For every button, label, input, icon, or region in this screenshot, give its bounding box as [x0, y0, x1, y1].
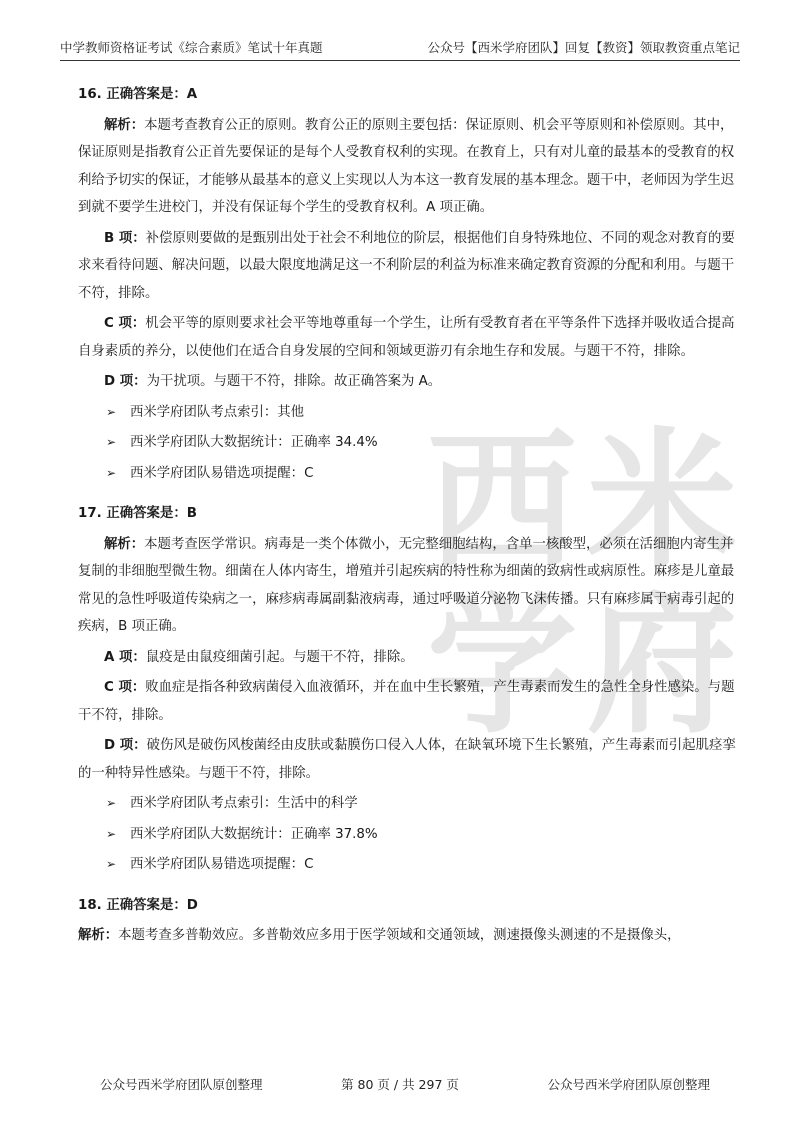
q17-analysis: 解析：本题考查医学常识。病毒是一类个体微小，无完整细胞结构，含单一核酸型，必须在活细胞内寄生并复制的非细胞型微生物。细菌在人体内寄生，增殖并引起疾病的特性称为细菌的致病性或病原性。麻疹是儿童最常见的急性呼吸道传染病之一，麻疹病毒属副黏液病毒，通过呼吸道分泌物飞沫传播。只有麻疹属于病毒引起的疾病，B 项正确。 — [78, 536, 735, 634]
page-header — [60, 38, 740, 56]
document-body — [78, 78, 740, 950]
arrow-bullet-icon: ➢ — [106, 465, 117, 480]
arrow-bullet-icon: ➢ — [106, 435, 117, 449]
q16-bullet-warning: ➢ 西米学府团队易错选项提醒：C — [106, 460, 740, 488]
arrow-bullet-icon: ➢ — [106, 404, 117, 419]
q16-option-c: C 项：机会平等的原则要求社会平等地尊重每一个学生，让所有受教育者在平等条件下选择并吸收适合提高自身素质的养分，以使他们在适合自身发展的空间和领域更游刃有余地生存和发展。与题干不符，排除。 — [78, 316, 735, 359]
header-right-text: 公众号【西米学府团队】回复【教资】领取教资重点笔记 — [427, 40, 740, 55]
q17-bullet-stats: ➢ 西米学府团队大数据统计：正确率 37.8% — [106, 821, 740, 849]
arrow-bullet-icon: ➢ — [106, 857, 117, 871]
q16-bullet-stats: ➢ 西米学府团队大数据统计：正确率 34.4% — [106, 429, 740, 457]
q17-option-c: C 项：败血症是指各种致病菌侵入血液循环，并在血中生长繁殖，产生毒素而发生的急性全身性感染。与题干不符，排除。 — [78, 680, 735, 723]
header-divider — [60, 60, 740, 61]
q16-option-b: B 项：补偿原则要做的是甄别出处于社会不利地位的阶层，根据他们自身特殊地位、不同的观念对教育的要求来看待问题、解决问题，以最大限度地满足这一不利阶层的利益为标准来确定教育资源的分配和利用。与题干不符，排除。 — [78, 230, 735, 301]
header-left-text: 中学教师资格证考试《综合素质》笔试十年真题 — [60, 40, 323, 55]
q16-title: 16. 正确答案是：A — [78, 87, 198, 102]
q18-analysis: 解析：本题考查多普勒效应。多普勒效应多用于医学领域和交通领域，测速摄像头测速的不是摄像头， — [78, 928, 681, 943]
q17-title: 17. 正确答案是：B — [78, 506, 197, 521]
q16-bullet-index: ➢ 西米学府团队考点索引：其他 — [106, 399, 740, 427]
q17-bullet-warning: ➢ 西米学府团队易错选项提醒：C — [106, 851, 740, 879]
page-number: 第 80 页 / 共 297 页 — [341, 1077, 459, 1092]
watermark-logo: 西米学府 — [426, 415, 743, 754]
q17-option-d: D 项：破伤风是破伤风梭菌经由皮肤或黏膜伤口侵入人体，在缺氧环境下生长繁殖，产生毒素而引起肌痉挛的一种特异性感染。与题干不符，排除。 — [78, 738, 736, 781]
footer-left-text: 公众号西米学府团队原创整理 — [100, 1077, 263, 1092]
q16-analysis: 解析：本题考查教育公正的原则。教育公正的原则主要包括：保证原则、机会平等原则和补偿原则。其中，保证原则是指教育公正首先要保证的是每个人受教育权利的实现。在教育上，只有对儿童的最基本的受教育的权利给予切实的保证，才能够从最基本的意义上实现以人为本这一教育发展的基本理念。题干中，老师因为学生迟到就不要学生进校门，并没有保证每个学生的受教育权利。A 项正确。 — [78, 117, 735, 215]
arrow-bullet-icon: ➢ — [106, 796, 117, 810]
footer-right-text: 公众号西米学府团队原创整理 — [547, 1077, 710, 1092]
q16-option-d: D 项：为干扰项。与题干不符，排除。故正确答案为 A。 — [104, 374, 442, 389]
q17-option-a: A 项：鼠疫是由鼠疫细菌引起。与题干不符，排除。 — [104, 649, 414, 665]
q17-bullet-index: ➢ 西米学府团队考点索引：生活中的科学 — [106, 790, 740, 818]
q18-title: 18. 正确答案是：D — [78, 897, 198, 913]
arrow-bullet-icon: ➢ — [106, 826, 117, 841]
